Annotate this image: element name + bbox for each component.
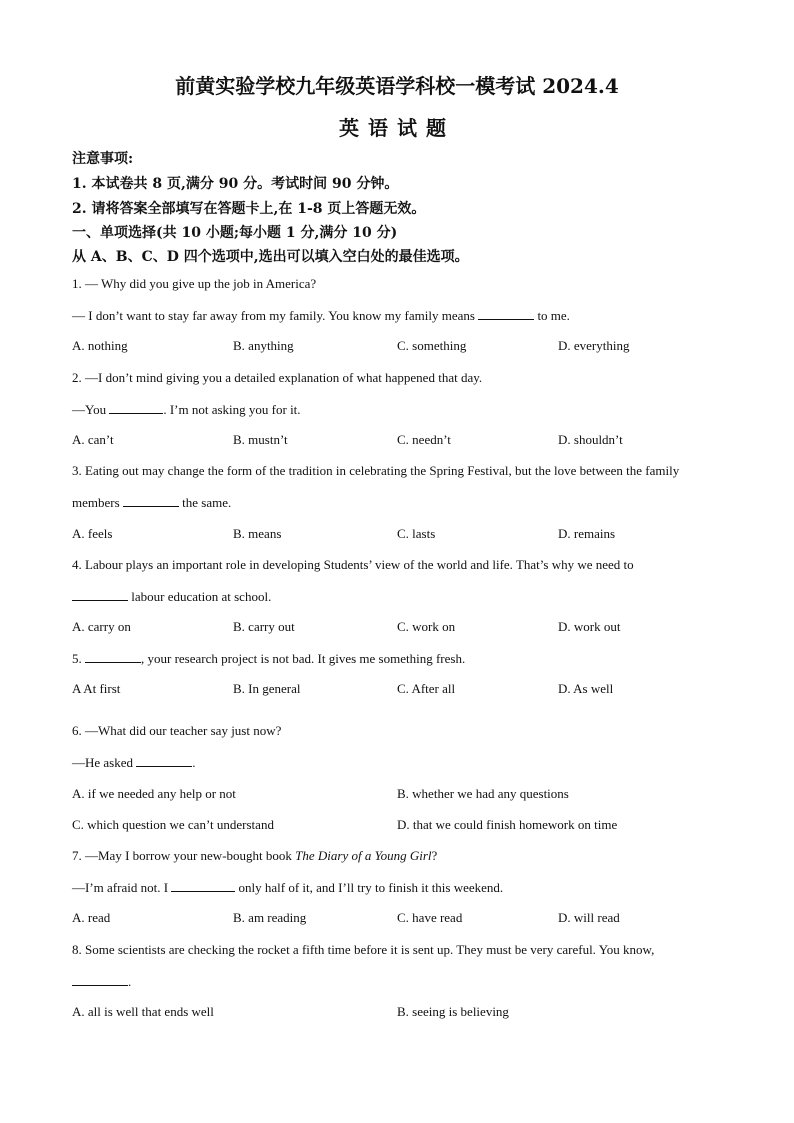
question-5-option-b: B. In general	[233, 681, 301, 696]
section-instruction: 从 A、B、C、D 四个选项中,选出可以填入空白处的最佳选项。	[72, 249, 469, 265]
note-1: 1. 本试卷共 8 页,满分 90 分。考试时间 90 分钟。	[72, 176, 399, 192]
answer-blank	[85, 650, 141, 663]
question-3-stem: 3. Eating out may change the form of the tradition in celebrating the Spring Festival, but the love between the family	[72, 463, 680, 478]
question-5-stem: 5. , your research project is not bad. It gives me something fresh.	[72, 651, 466, 666]
question-2-stem: 2. —I don’t mind giving you a detailed explanation of what happened that day.	[72, 370, 483, 385]
question-8-stem: 8. Some scientists are checking the rocket a fifth time before it is sent up. They must be very careful. You know,	[72, 942, 655, 957]
question-6-option-d: D. that we could finish homework on time	[397, 817, 618, 832]
book-title: The Diary of a Young Girl	[295, 848, 432, 863]
answer-blank	[72, 588, 128, 601]
question-7-option-a: A. read	[72, 910, 111, 925]
question-1-line2: — I don’t want to stay far away from my family. You know my family means to me.	[72, 308, 570, 323]
answer-blank	[171, 879, 235, 892]
question-3-option-a: A. feels	[72, 526, 113, 541]
question-1-option-a: A. nothing	[72, 338, 128, 353]
question-2-line2: —You . I’m not asking you for it.	[72, 402, 301, 417]
question-5-option-c: C. After all	[397, 681, 456, 696]
question-1-option-b: B. anything	[233, 338, 294, 353]
answer-blank	[478, 307, 534, 320]
question-2-option-d: D. shouldn’t	[558, 432, 623, 447]
question-2-option-a: A. can’t	[72, 432, 114, 447]
question-3-option-d: D. remains	[558, 526, 616, 541]
answer-blank	[123, 494, 179, 507]
answer-blank	[72, 973, 128, 986]
question-3-line2: members the same.	[72, 495, 232, 510]
question-8-option-a: A. all is well that ends well	[72, 1004, 214, 1019]
note-2: 2. 请将答案全部填写在答题卡上,在 1-8 页上答题无效。	[72, 201, 426, 217]
exam-subtitle: 英语试题	[339, 116, 455, 140]
question-4-option-c: C. work on	[397, 619, 456, 634]
question-8-option-b: B. seeing is believing	[397, 1004, 509, 1019]
question-2-option-c: C. needn’t	[397, 432, 451, 447]
question-3-option-b: B. means	[233, 526, 282, 541]
question-5-option-a: A At first	[72, 681, 121, 696]
question-7-line2: —I’m afraid not. I only half of it, and I’ll try to finish it this weekend.	[72, 880, 504, 895]
question-1-stem: 1. — Why did you give up the job in America?	[72, 276, 317, 291]
question-6-option-b: B. whether we had any questions	[397, 786, 569, 801]
question-7-option-c: C. have read	[397, 910, 463, 925]
question-7-option-b: B. am reading	[233, 910, 307, 925]
question-1-option-d: D. everything	[558, 338, 630, 353]
question-6-option-a: A. if we needed any help or not	[72, 786, 236, 801]
question-7-option-d: D. will read	[558, 910, 620, 925]
question-2-option-b: B. mustn’t	[233, 432, 288, 447]
question-5-option-d: D. As well	[558, 681, 614, 696]
question-3-option-c: C. lasts	[397, 526, 436, 541]
question-4-stem: 4. Labour plays an important role in developing Students’ view of the world and life. That’s why we need to	[72, 557, 634, 572]
question-4-line2: labour education at school.	[72, 588, 271, 605]
question-6-line2: —He asked .	[72, 755, 196, 770]
exam-title: 前黄实验学校九年级英语学科校一模考试 2024.4	[175, 74, 619, 98]
question-6-stem: 6. —What did our teacher say just now?	[72, 723, 282, 738]
question-4-option-a: A. carry on	[72, 619, 131, 634]
question-6-option-c: C. which question we can’t understand	[72, 817, 274, 832]
notes-heading: 注意事项:	[72, 151, 134, 167]
question-7-stem: 7. —May I borrow your new-bought book The Diary of a Young Girl?	[72, 848, 438, 863]
question-8-line2: .	[72, 973, 131, 990]
answer-blank	[109, 401, 163, 414]
section-title: 一、单项选择(共 10 小题;每小题 1 分,满分 10 分)	[72, 225, 398, 241]
question-4-option-b: B. carry out	[233, 619, 295, 634]
answer-blank	[136, 754, 192, 767]
question-4-option-d: D. work out	[558, 619, 621, 634]
question-1-option-c: C. something	[397, 338, 467, 353]
